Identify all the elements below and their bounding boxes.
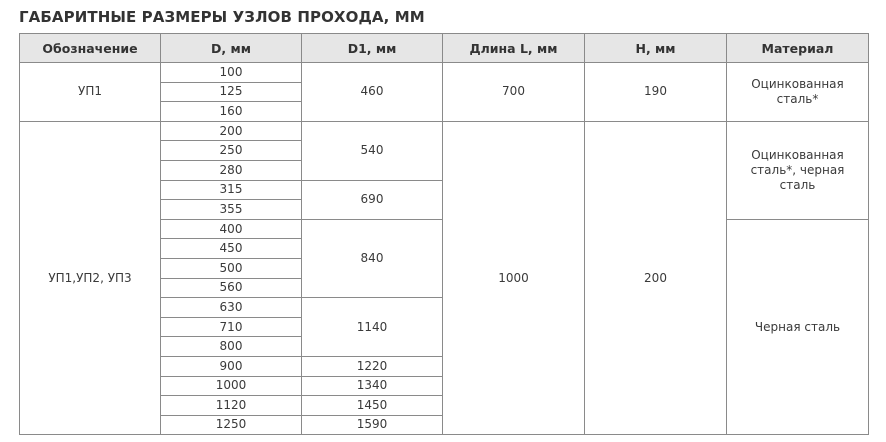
d1-cell: 1590 bbox=[302, 415, 443, 435]
d-cell: 800 bbox=[161, 337, 302, 357]
d-cell: 355 bbox=[161, 200, 302, 220]
table-title: ГАБАРИТНЫЕ РАЗМЕРЫ УЗЛОВ ПРОХОДА, ММ bbox=[19, 8, 425, 26]
d-cell: 160 bbox=[161, 102, 302, 122]
header-d1: D1, мм bbox=[302, 34, 443, 63]
material-cell: Черная сталь bbox=[727, 219, 869, 435]
d1-cell: 1450 bbox=[302, 396, 443, 416]
d1-cell: 460 bbox=[302, 63, 443, 122]
d-cell: 1120 bbox=[161, 396, 302, 416]
material-cell bbox=[727, 121, 869, 219]
designation-cell: УП1 bbox=[20, 63, 161, 122]
d-cell: 400 bbox=[161, 219, 302, 239]
table-row bbox=[20, 121, 869, 141]
table-row bbox=[20, 63, 869, 83]
h-cell: 200 bbox=[585, 121, 727, 435]
d-cell: 900 bbox=[161, 356, 302, 376]
d1-cell: 840 bbox=[302, 219, 443, 297]
header-length: Длина L, мм bbox=[443, 34, 585, 63]
d-cell: 250 bbox=[161, 141, 302, 161]
d-cell: 1000 bbox=[161, 376, 302, 396]
d1-cell: 540 bbox=[302, 121, 443, 180]
d-cell: 280 bbox=[161, 160, 302, 180]
d-cell: 710 bbox=[161, 317, 302, 337]
d-cell: 560 bbox=[161, 278, 302, 298]
length-cell: 700 bbox=[443, 63, 585, 122]
material-cell bbox=[727, 63, 869, 122]
designation-cell: УП1,УП2, УП3 bbox=[20, 121, 161, 435]
material-text: Оцинкованная сталь* bbox=[751, 76, 844, 106]
d1-cell: 1220 bbox=[302, 356, 443, 376]
d1-cell: 1340 bbox=[302, 376, 443, 396]
d-cell: 1250 bbox=[161, 415, 302, 435]
d-cell: 500 bbox=[161, 258, 302, 278]
header-h: H, мм bbox=[585, 34, 727, 63]
d-cell: 630 bbox=[161, 298, 302, 318]
header-d: D, мм bbox=[161, 34, 302, 63]
d-cell: 315 bbox=[161, 180, 302, 200]
d-cell: 450 bbox=[161, 239, 302, 259]
header-material: Материал bbox=[727, 34, 869, 63]
header-row bbox=[20, 34, 869, 63]
length-cell: 1000 bbox=[443, 121, 585, 435]
d-cell: 125 bbox=[161, 82, 302, 102]
d-cell: 200 bbox=[161, 121, 302, 141]
h-cell: 190 bbox=[585, 63, 727, 122]
material-text: Оцинкованная сталь*, черная сталь bbox=[750, 147, 845, 192]
d1-cell: 1140 bbox=[302, 298, 443, 357]
dimensions-table bbox=[19, 33, 869, 435]
d1-cell: 690 bbox=[302, 180, 443, 219]
d-cell: 100 bbox=[161, 63, 302, 83]
header-designation: Обозначение bbox=[20, 34, 161, 63]
